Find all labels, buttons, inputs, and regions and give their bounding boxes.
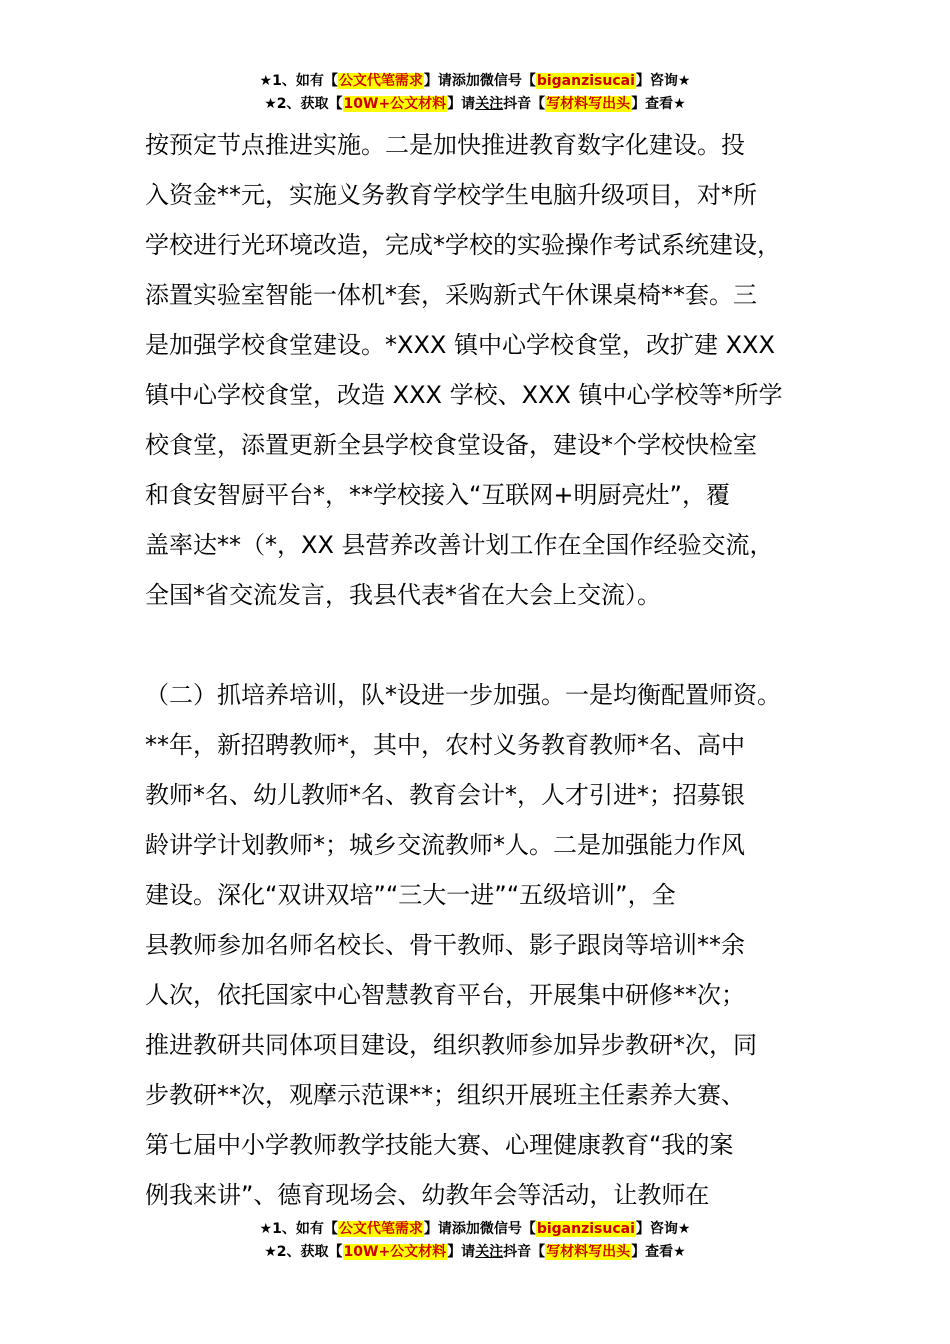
paragraph-2-line: 建设。深化“双讲双培”“三大一进”“五级培训”，全 [145,881,676,909]
footer-highlight-douyin-id: 写材料写出头 [546,1244,631,1260]
paragraph-1-line: 添置实验室智能一体机*套，采购新式午休课桌椅**套。三 [145,281,757,309]
header-highlight-wechat-id: biganzisucai [536,73,635,89]
footer-line-2-suffix: 】查看★ [631,1244,686,1260]
paragraph-1-line: 按预定节点推进实施。二是加快推进教育数字化建设。投 [145,131,745,159]
paragraph-1-line: 盖率达**（*，XX 县营养改善计划工作在全国作经验交流， [145,531,774,559]
footer-banner [0,1218,950,1264]
header-line-1 [0,70,950,93]
footer-line-1-prefix: ★1、如有【 [259,1221,338,1237]
paragraph-2-line: 教师*名、幼儿教师*名、教育会计*，人才引进*；招募银 [145,781,745,809]
footer-highlight-wechat-id: biganzisucai [536,1221,635,1237]
paragraph-1-line: 学校进行光环境改造，完成*学校的实验操作考试系统建设， [145,231,781,259]
paragraph-2-line: 县教师参加名师名校长、骨干教师、影子跟岗等培训**余 [145,931,745,959]
header-line-1-prefix: ★1、如有【 [259,73,338,89]
paragraph-2-line: 龄讲学计划教师*；城乡交流教师*人。二是加强能力作风 [145,831,745,859]
paragraph-2-line: 人次，依托国家中心智慧教育平台，开展集中研修**次； [145,981,745,1009]
header-line-2 [0,93,950,116]
footer-line-2-prefix: ★2、获取【 [264,1244,343,1260]
header-line-2-douyin-label: 抖音【 [503,96,546,112]
paragraph-2-line: 第七届中小学教师教学技能大赛、心理健康教育“我的案 [145,1131,734,1159]
paragraph-1 [145,120,835,620]
footer-line-2-douyin-label: 抖音【 [503,1244,546,1260]
paragraph-2-line: 例我来讲”、德育现场会、幼教年会等活动，让教师在 [145,1181,710,1209]
footer-highlight-service: 公文代笔需求 [338,1221,423,1237]
paragraph-spacer [145,620,835,670]
header-line-1-add: 添加 [451,73,480,89]
header-line-2-prefix: ★2、获取【 [264,96,343,112]
paragraph-2-line: 推进教研共同体项目建设，组织教师参加异步教研*次，同 [145,1031,757,1059]
footer-highlight-materials: 10W+公文材料 [343,1244,447,1260]
header-highlight-douyin-id: 写材料写出头 [546,96,631,112]
header-line-1-text: 】请 [423,73,452,89]
header-line-1-suffix: 】咨询★ [635,73,691,89]
paragraph-1-line: 全国*省交流发言，我县代表*省在大会上交流）。 [145,581,661,609]
footer-line-1-wechat-label: 微信号【 [479,1221,536,1237]
header-line-2-text: 】请 [447,96,476,112]
paragraph-2-line: **年，新招聘教师*，其中，农村义务教育教师*名、高中 [145,731,745,759]
paragraph-1-line: 是加强学校食堂建设。*XXX 镇中心学校食堂，改扩建 XXX [145,331,775,359]
footer-line-2-follow: 关注 [475,1244,504,1260]
footer-line-1-suffix: 】咨询★ [635,1221,691,1237]
footer-line-2-text: 】请 [447,1244,476,1260]
header-line-2-follow: 关注 [475,96,504,112]
footer-line-2 [0,1241,950,1264]
header-highlight-service: 公文代笔需求 [338,73,423,89]
paragraph-2-line: 步教研**次，观摩示范课**；组织开展班主任素养大赛、 [145,1081,745,1109]
header-line-1-wechat-label: 微信号【 [479,73,536,89]
footer-line-1-add: 添加 [451,1221,480,1237]
footer-line-1-text: 】请 [423,1221,452,1237]
paragraph-2 [145,670,835,1220]
paragraph-1-line: 和食安智厨平台*，**学校接入“互联网+明厨亮灶”，覆 [145,481,730,509]
header-highlight-materials: 10W+公文材料 [343,96,447,112]
paragraph-1-line: 入资金**元，实施义务教育学校学生电脑升级项目，对*所 [145,181,757,209]
header-line-2-suffix: 】查看★ [631,96,686,112]
document-body [145,120,835,1220]
footer-line-1 [0,1218,950,1241]
paragraph-1-line: 镇中心学校食堂，改造 XXX 学校、XXX 镇中心学校等*所学 [145,381,783,409]
header-banner [0,70,950,116]
paragraph-1-line: 校食堂，添置更新全县学校食堂设备，建设*个学校快检室 [145,431,757,459]
paragraph-2-line: （二）抓培养培训，队*设进一步加强。一是均衡配置师资。 [145,681,781,709]
